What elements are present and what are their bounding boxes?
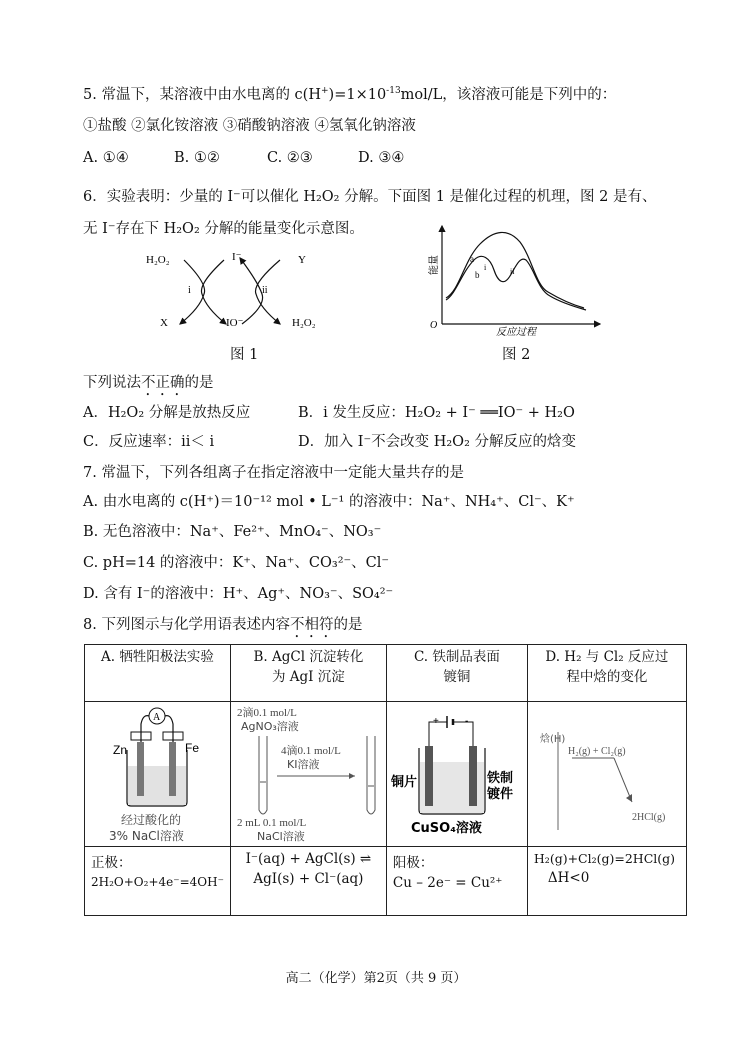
d-reactants: H₂(g) + Cl₂(g) (567, 746, 626, 757)
b-t3: 4滴0.1 mol/L (280, 745, 341, 757)
q6-option-d: D．加入 I⁻不会改变 H₂O₂ 分解反应的焓变 (298, 434, 576, 450)
fig2-label-a: a (470, 254, 474, 264)
q5-stem-c: )=1×10 (328, 87, 387, 103)
q8-header-b: B. AgCl 沉淀转化 为 AgI 沉淀 (230, 645, 386, 702)
iron-workpiece (469, 746, 477, 806)
row-c-line-1: 阳极： (392, 855, 434, 871)
fig2-origin: O (430, 320, 438, 331)
q8-stem (83, 613, 362, 641)
q7-stem: 7. 常温下，下列各组离子在指定溶液中一定能大量共存的是 (83, 465, 464, 481)
q6-option-c: C．反应速率：ii＜ i (83, 434, 215, 450)
q8-row-a (85, 847, 231, 916)
q6-stem-2: 无 I⁻存在下 H₂O₂ 分解的能量变化示意图。 (83, 221, 364, 237)
fe-label: Fe (185, 741, 200, 755)
figure-1-mechanism (140, 246, 340, 336)
figure-2-caption: 图 2 (502, 347, 531, 363)
c-right-label-1: 铁制 (486, 771, 513, 786)
fig1-y: Y (298, 254, 306, 266)
solution-fill (128, 766, 186, 805)
row-d-line-1: H₂(g)+Cl₂(g)=2HCl(g) (533, 851, 676, 866)
q8-figure-d (527, 702, 686, 847)
fig1-arrow-2 (201, 260, 226, 324)
row-d-line-2: ΔH<0 (547, 870, 590, 886)
caption-2: 3% NaCl溶液 (109, 829, 184, 843)
q5-items: ①盐酸 ②氯化铵溶液 ③硝酸钠溶液 ④氢氧化钠溶液 (83, 118, 416, 134)
q8-header-d: D. H₂ 与 Cl₂ 反应过 程中焓的变化 (527, 645, 686, 702)
q5-option-a: A. ①④ (83, 150, 129, 166)
test-tube-2-icon (367, 736, 375, 814)
q6-option-b: B．i 发生反应：H₂O₂ + I⁻ ══IO⁻ + H₂O (298, 405, 575, 421)
q6-prompt (83, 371, 214, 399)
fig2-label-b: b (475, 270, 480, 280)
fig1-h2o2-b: H₂O₂ (292, 317, 316, 329)
q8-stem-a: 8. 下列图示与化学用语表述内容 (83, 617, 290, 633)
fig1-arrow-4 (240, 258, 263, 324)
caption-1: 经过酸化的 (121, 813, 182, 827)
d-ylabel: 焓(H) (539, 734, 566, 745)
q6-prompt-c: 的是 (184, 375, 214, 391)
fig2-step-i: i (484, 263, 487, 272)
c-plus: + (432, 716, 439, 727)
fig1-step-i: i (188, 285, 191, 296)
fig1-i-minus: I⁻ (232, 251, 242, 263)
q6-prompt-emphasis: 不正确 (141, 375, 185, 391)
fig2-xlabel: 反应过程 (496, 327, 536, 338)
q5-stem-b: + (320, 86, 329, 97)
fig1-step-ii: ii (262, 285, 268, 296)
q8-figure-b (230, 702, 386, 847)
page-footer: 高二（化学）第2页（共 9 页） (285, 971, 467, 986)
b-t6: NaCl溶液 (256, 830, 305, 843)
q5-option-d: D. ③④ (358, 150, 405, 166)
row-a-line-1: 正极： (91, 855, 132, 871)
zn-label: Zn (113, 743, 128, 757)
reaction-arrow (614, 758, 632, 802)
arrowhead-icon (349, 773, 355, 779)
q7-option-a: A. 由水电离的 c(H⁺)＝10⁻¹² mol • L⁻¹ 的溶液中：Na⁺、NH₄⁺、Cl⁻、K⁺ (83, 494, 575, 510)
q8-row-d (527, 847, 686, 916)
q8-table (84, 644, 687, 916)
q5-stem-e: mol/L，该溶液可能是下列中的： (400, 87, 617, 103)
figure-2-energy-diagram (420, 220, 610, 340)
q8-stem-c: 的是 (333, 617, 363, 633)
q5-stem-a: 5. 常温下，某溶液中由水电离的 c(H (83, 87, 321, 103)
q8-row-c (386, 847, 527, 916)
q6-prompt-a: 下列说法 (83, 375, 141, 391)
fe-electrode (169, 742, 176, 796)
c-left-label: 铜片 (390, 775, 417, 790)
b-t5: 2 mL 0.1 mol/L (236, 817, 307, 829)
copper-plate (425, 746, 433, 806)
q6-stem-1: 6．实验表明：少量的 I⁻可以催化 H₂O₂ 分解。下面图 1 是催化过程的机理，图 2 是有、 (83, 189, 657, 205)
b-t2: AgNO₃溶液 (240, 720, 299, 733)
row-b-line-1: I⁻(aq) + AgCl(s) ⇌ (245, 851, 372, 867)
q7-option-d: D. 含有 I⁻的溶液中：H⁺、Ag⁺、NO₃⁻、SO₄²⁻ (83, 586, 394, 602)
c-solution-label: CuSO₄溶液 (410, 821, 482, 836)
q8-figure-a (85, 702, 231, 847)
q7-option-b: B. 无色溶液中：Na⁺、Fe²⁺、MnO₄⁻、NO₃⁻ (83, 524, 382, 540)
q5-stem (83, 83, 616, 104)
q8-row-b (230, 847, 386, 916)
fig2-ylabel: 能量 (429, 255, 440, 275)
fig1-h2o2-a: H₂O₂ (146, 254, 170, 266)
fig1-io-minus: IO⁻ (226, 317, 244, 329)
q8-stem-emphasis: 不相符 (289, 617, 334, 633)
zn-electrode (137, 742, 144, 796)
c-minus: - (464, 716, 469, 727)
fig1-x: X (160, 317, 168, 329)
q8-header-a: A. 牺牲阳极法实验 (85, 645, 231, 702)
b-t4: KI溶液 (286, 758, 320, 771)
c-right-label-2: 镀件 (486, 787, 513, 802)
row-a-line-2: 2H₂O+O₂+4e⁻=4OH⁻ (91, 875, 224, 889)
q5-option-b: B. ①② (174, 150, 220, 166)
row-b-line-2: AgI(s) + Cl⁻(aq) (253, 871, 364, 887)
row-c-line-2: Cu – 2e⁻ = Cu²⁺ (392, 875, 503, 891)
fig1-arrow-3 (256, 260, 281, 324)
b-t1: 2滴0.1 mol/L (236, 707, 297, 719)
test-tube-1-icon (259, 736, 267, 814)
d-product: 2HCl(g) (631, 812, 666, 823)
q6-option-a: A．H₂O₂ 分解是放热反应 (83, 405, 251, 421)
ammeter-label: A (153, 712, 161, 723)
q7-option-c: C. pH=14 的溶液中：K⁺、Na⁺、CO₃²⁻、Cl⁻ (83, 555, 390, 571)
figure-1-caption: 图 1 (230, 347, 259, 363)
fig1-arrow-1 (180, 260, 205, 324)
q8-header-c: C. 铁制品表面 镀铜 (386, 645, 527, 702)
q5-option-c: C. ②③ (267, 150, 313, 166)
q8-figure-c (386, 702, 527, 847)
q5-stem-d: -13 (386, 86, 401, 97)
fig2-step-ii: ii (510, 267, 515, 276)
